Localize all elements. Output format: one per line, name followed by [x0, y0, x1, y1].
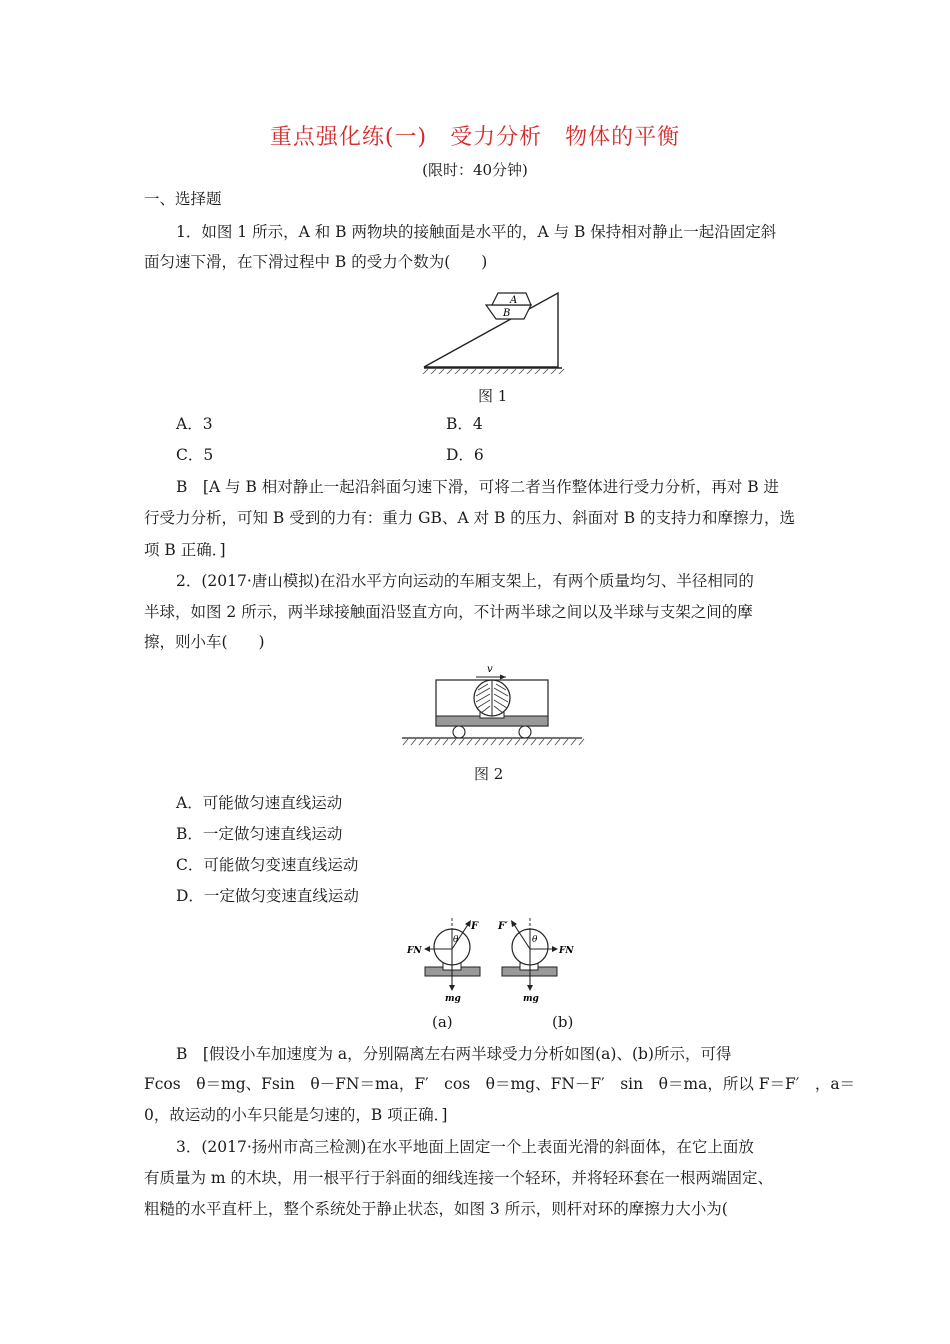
q2-answer-line2: Fcos θ＝mg、Fsin θ－FN＝ma，F′ cos θ＝mg、FN－F′ sin θ＝ma，所以 F＝F′ ，a＝: [144, 1075, 856, 1093]
q2-option-a: A．可能做匀速直线运动: [176, 794, 343, 812]
velocity-label: v: [487, 664, 493, 675]
q1-answer-line2: 行受力分析，可知 B 受到的力有：重力 GB、A 对 B 的压力、斜面对 B 的支持力和摩擦力，选: [144, 509, 796, 527]
q2-answer-line1: B [假设小车加速度为 a，分别隔离左右两半球受力分析如图(a)、(b)所示，可得: [176, 1045, 732, 1063]
force-diagram-b: [492, 915, 582, 1007]
time-limit: (限时：40分钟): [422, 161, 528, 179]
q2-option-b: B．一定做匀速直线运动: [176, 825, 343, 843]
q1-option-d: D．6: [446, 446, 484, 464]
label-b: B: [503, 308, 511, 319]
q1-option-a: A．3: [176, 415, 213, 433]
q2-text-line3: 擦，则小车( ): [144, 633, 265, 651]
q1-option-c: C．5: [176, 446, 214, 464]
caption-a: (a): [432, 1013, 453, 1031]
theta-label-b: θ: [532, 935, 538, 945]
force-f-prime-label: F′: [498, 921, 508, 932]
page-title: 重点强化练(一) 受力分析 物体的平衡: [269, 125, 681, 150]
q2-text-line1: 2．(2017·唐山模拟)在沿水平方向运动的车厢支架上，有两个质量均匀、半径相同的: [176, 572, 754, 590]
caption-b: (b): [552, 1013, 574, 1031]
weight-label-b: mg: [523, 994, 539, 1004]
theta-label-a: θ: [453, 935, 459, 945]
normal-force-label-a: FN: [407, 946, 422, 956]
figure-2-cart: [400, 660, 585, 755]
q1-answer-line3: 项 B 正确．]: [144, 541, 226, 559]
figure-1-caption: 图 1: [478, 387, 508, 405]
weight-label-a: mg: [445, 994, 461, 1004]
figure-2-caption: 图 2: [474, 765, 504, 783]
q3-text-line2: 有质量为 m 的木块，用一根平行于斜面的细线连接一个轻环，并将轻环套在一根两端固定、: [144, 1169, 774, 1187]
q2-option-c: C．可能做匀变速直线运动: [176, 856, 359, 874]
q1-option-b: B．4: [446, 415, 483, 433]
normal-force-label-b: FN: [559, 946, 574, 956]
q3-text-line1: 3．(2017·扬州市高三检测)在水平地面上固定一个上表面光滑的斜面体，在它上面放: [176, 1138, 754, 1156]
q2-option-d: D．一定做匀变速直线运动: [176, 887, 359, 905]
q1-text-line1: 1．如图 1 所示，A 和 B 两物块的接触面是水平的，A 与 B 保持相对静止一起沿固定斜: [176, 223, 777, 241]
q3-text-line3: 粗糙的水平直杆上，整个系统处于静止状态，如图 3 所示，则杆对环的摩擦力大小为(: [144, 1200, 728, 1218]
section-heading: 一、选择题: [144, 190, 222, 208]
q1-answer-line1: B [A 与 B 相对静止一起沿斜面匀速下滑，可将二者当作整体进行受力分析，再对 B 进: [176, 478, 780, 496]
q2-text-line2: 半球，如图 2 所示，两半球接触面沿竖直方向，不计两半球之间以及半球与支架之间的摩: [144, 603, 753, 621]
q2-answer-line3: 0，故运动的小车只能是匀速的，B 项正确．]: [144, 1106, 448, 1124]
q1-text-line2: 面匀速下滑，在下滑过程中 B 的受力个数为( ): [144, 253, 488, 271]
label-a: A: [510, 295, 518, 306]
figure-1-incline: [420, 285, 565, 375]
force-f-label: F: [471, 921, 479, 932]
force-diagram-a: [405, 915, 495, 1007]
